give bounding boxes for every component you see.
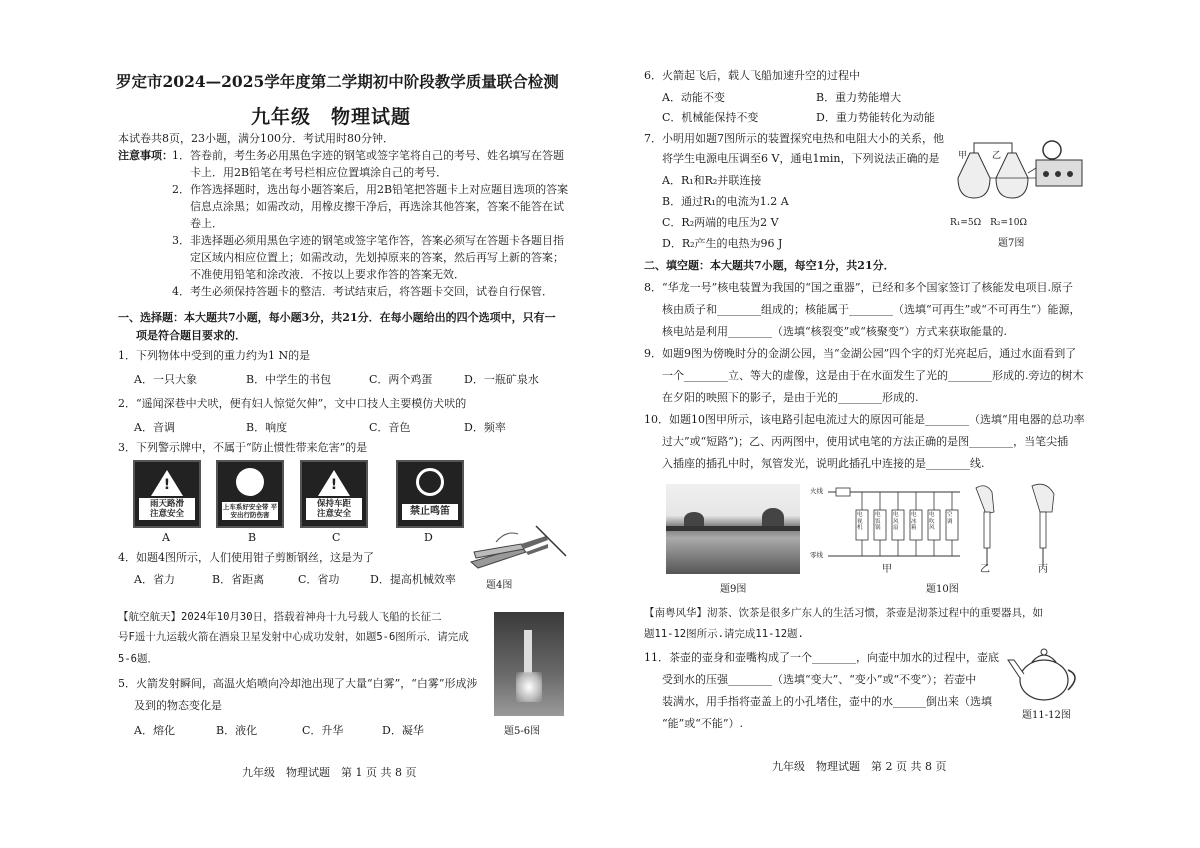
exclamation-icon: ! xyxy=(330,477,338,493)
appliance-label: 电冰箱 xyxy=(911,512,917,531)
warning-sign-b xyxy=(216,460,284,528)
figure-10-bing-label: 丙 xyxy=(1038,564,1048,575)
q2-option-b: B．响度 xyxy=(246,421,288,434)
q5-option-c: C．升华 xyxy=(302,724,344,737)
figure-10-jia-label: 甲 xyxy=(882,564,892,575)
live-wire-label: 火线 xyxy=(810,487,823,495)
test-pen-bing-figure xyxy=(1022,482,1066,568)
note-line: 信息点涂黑；如需改动，用橡皮擦干净后，再选涂其他答案，答案不能答在试 xyxy=(190,200,564,213)
teapot-figure xyxy=(1006,642,1086,706)
note-line: 不准使用铅笔和涂改液．不按以上要求作答的答案无效． xyxy=(190,268,465,281)
warning-sign-a xyxy=(133,460,201,528)
q1-option-d: D．一瓶矿泉水 xyxy=(464,373,539,386)
note-line: 卷上． xyxy=(190,217,223,230)
q5-option-d: D．凝华 xyxy=(382,724,424,737)
question-7: 7．小明用如题7图所示的装置探究电热和电阻大小的关系，他 xyxy=(644,132,944,145)
notes-label: 注意事项： xyxy=(118,149,173,162)
figure-4-caption: 题4图 xyxy=(486,580,513,591)
section-fill-heading: 二、填空题：本大题共7小题，每空1分，共21分． xyxy=(644,259,895,272)
question-10-cont: 过大”或“短路”)；乙、丙两图中，使用试电笔的方法正确的是图________，当笔尖插 xyxy=(662,435,1069,448)
exclamation-icon: ! xyxy=(163,477,171,493)
question-8-cont: 核由质子和________组成的；核能属于________（选填“可再生”或“不可再生”）能源， xyxy=(662,303,1081,316)
rocket-launch-photo xyxy=(494,612,564,716)
sign-a-letter: A xyxy=(162,531,170,544)
section-choice-heading: 一、选择题：本大题共7小题，每小题3分，共21分．在每小题给出的四个选项中，只有一 xyxy=(118,311,556,324)
figure-7-yi-label: 乙 xyxy=(992,151,1002,161)
q4-option-d: D．提高机械效率 xyxy=(370,573,456,586)
section-choice-heading-cont: 项是符合题目要求的． xyxy=(136,329,246,342)
test-pen-yi-figure xyxy=(968,482,1006,568)
figure-11-12-caption: 题11-12图 xyxy=(1022,710,1071,721)
no-horn-icon xyxy=(416,468,444,496)
question-8: 8．“华龙一号”核电装置为我国的“国之重器”，已经和多个国家签订了核能发电项目.原子 xyxy=(644,281,1073,294)
exam-page-2 xyxy=(630,30,1105,830)
q4-option-c: C．省功 xyxy=(298,573,340,586)
park-photo xyxy=(666,484,800,574)
space-intro-line: 5-6题． xyxy=(118,653,158,665)
sign-a-text: 雨天路滑 注意安全 xyxy=(139,498,195,520)
tea-intro-line: 【南粤风华】沏茶、饮茶是很多广东人的生活习惯，茶壶是沏茶过程中的重要器具，如 xyxy=(644,607,1043,619)
page-2-footer: 九年级 物理试题 第 2 页 共 8 页 xyxy=(772,760,947,773)
note-line: 3．非选择题必须用黑色字迹的钢笔或签字笔作答，答案必须写在答题卡各题目指 xyxy=(172,234,564,247)
q7-option-d: D．R₂产生的电热为96 J xyxy=(662,237,783,250)
q5-option-b: B．液化 xyxy=(216,724,258,737)
appliance-label: 电饭锅 xyxy=(875,512,881,531)
figure-5-6-caption: 题5-6图 xyxy=(504,726,541,737)
exam-page-1 xyxy=(66,30,586,830)
question-4: 4．如题4图所示，人们使用钳子剪断钢丝，这是为了 xyxy=(118,551,374,564)
question-9-cont: 一个________立、等大的虚像，这是由于在水面发生了光的________形成的.旁边的树木 xyxy=(662,369,1084,382)
question-11-cont: 受到水的压强________（选填“变大”、“变小”或“不变”）；若壶中 xyxy=(662,673,977,686)
q1-option-b: B．中学生的书包 xyxy=(246,373,332,386)
q6-option-c: C．机械能保持不变 xyxy=(662,111,759,124)
sign-b-letter: B xyxy=(248,531,257,544)
note-line: 卡上．用2B铅笔在考号栏相应位置填涂自己的考号． xyxy=(190,166,448,179)
q2-option-c: C．音色 xyxy=(369,421,411,434)
question-6: 6．火箭起飞后，载人飞船加速升空的过程中 xyxy=(644,69,860,82)
sign-c-letter: C xyxy=(332,531,341,544)
question-9-cont: 在夕阳的映照下的影子，是由于光的________形成的. xyxy=(662,391,919,404)
exam-subtitle: 九年级 物理试题 xyxy=(251,106,412,128)
q4-option-a: A．省力 xyxy=(134,573,175,586)
exam-title: 罗定市2024—2025学年度第二学期初中阶段教学质量联合检测 xyxy=(116,72,559,91)
appliance-label: 空调 xyxy=(947,512,953,525)
figure-7-resistance-label: R₁=5Ω R₂=10Ω xyxy=(950,218,1027,228)
figure-7-jia-label: 甲 xyxy=(958,151,968,161)
q1-option-a: A．一只大象 xyxy=(134,373,197,386)
note-line: 4．考生必须保持答题卡的整洁．考试结束后，将答题卡交回，试卷自行保管． xyxy=(172,285,553,298)
warning-sign-d xyxy=(396,460,464,528)
figure-10-caption: 题10图 xyxy=(926,584,959,595)
exam-intro: 本试卷共8页，23小题，满分100分．考试用时80分钟． xyxy=(118,132,394,145)
sign-d-letter: D xyxy=(424,531,433,544)
question-5: 5．火箭发射瞬间，高温火焰喷向冷却池出现了大量“白雾”，“白雾”形成涉 xyxy=(118,677,478,690)
q6-option-d: D．重力势能转化为动能 xyxy=(816,111,935,124)
question-2: 2．“遥闻深巷中犬吠，便有妇人惊觉欠伸”，文中口技人主要模仿犬吠的 xyxy=(118,397,467,410)
question-5-cont: 及到的物态变化是 xyxy=(134,699,222,712)
q1-option-c: C．两个鸡蛋 xyxy=(369,373,433,386)
note-line: 定区域内相应位置上；如需改动，先划掉原来的答案，然后再写上新的答案； xyxy=(190,251,564,264)
seatbelt-icon xyxy=(236,468,264,496)
q7-option-a: A．R₁和R₂并联连接 xyxy=(662,174,762,187)
q6-option-a: A．动能不变 xyxy=(662,91,725,104)
appliance-label: 电吹风 xyxy=(929,512,935,531)
question-10-cont: 入插座的插孔中时，氖管发光，说明此插孔中连接的是________线. xyxy=(662,457,985,470)
question-11-cont: 装满水，用手指将壶盖上的小孔堵住，壶中的水______倒出来（选填 xyxy=(662,695,992,708)
q2-option-a: A．音调 xyxy=(134,421,175,434)
appliance-label: 电风扇 xyxy=(893,512,899,531)
page-1-footer: 九年级 物理试题 第 1 页 共 8 页 xyxy=(242,766,417,779)
question-3: 3．下列警示牌中，不属于“防止惯性带来危害”的是 xyxy=(118,441,368,454)
figure-10-yi-label: 乙 xyxy=(980,564,990,575)
sign-d-text: 禁止鸣笛 xyxy=(402,504,458,520)
question-8-cont: 核电站是利用________（选填“核裂变”或“核聚变”）方式来获取能量的. xyxy=(662,325,1007,338)
space-intro-line: 【航空航天】2024年10月30日，搭载着神舟十九号载人飞船的长征二 xyxy=(118,611,442,623)
household-circuit-figure xyxy=(808,484,964,570)
neutral-wire-label: 零线 xyxy=(810,551,823,559)
tea-intro-line: 题11-12图所示.请完成11-12题. xyxy=(644,628,804,640)
q6-option-b: B．重力势能增大 xyxy=(816,91,902,104)
note-line: 1．答卷前，考生务必用黑色字迹的钢笔或签字笔将自己的考号、姓名填写在答题 xyxy=(172,149,564,162)
q7-option-b: B．通过R₁的电流为1.2 A xyxy=(662,195,789,208)
question-11-cont: “能”或“不能”）. xyxy=(662,717,743,730)
figure-7-caption: 题7图 xyxy=(998,238,1025,249)
question-11: 11．茶壶的壶身和壶嘴构成了一个________，向壶中加水的过程中，壶底 xyxy=(644,651,999,664)
figure-9-caption: 题9图 xyxy=(720,584,747,595)
sign-c-text: 保持车距 注意安全 xyxy=(306,498,362,520)
appliance-label: 电视机 xyxy=(857,512,863,531)
question-9: 9．如题9图为傍晚时分的金湖公园，当“金湖公园”四个字的灯光亮起后，通过水面看到了 xyxy=(644,347,1077,360)
q4-option-b: B．省距离 xyxy=(212,573,265,586)
question-1: 1．下列物体中受到的重力约为1 N的是 xyxy=(118,349,311,362)
q5-option-a: A．熔化 xyxy=(134,724,175,737)
q7-option-c: C．R₂两端的电压为2 V xyxy=(662,216,779,229)
warning-sign-c xyxy=(300,460,368,528)
pliers-figure xyxy=(466,522,576,570)
sign-b-text: 上车系好安全带 平安出行防伤害 xyxy=(222,503,278,519)
question-7-cont: 将学生电源电压调至6 V，通电1min，下列说法正确的是 xyxy=(662,152,940,165)
note-line: 2．作答选择题时，选出每小题答案后，用2B铅笔把答题卡上对应题目选项的答案 xyxy=(172,183,569,196)
question-10: 10．如题10图甲所示，该电路引起电流过大的原因可能是________（选填“用电器的总功率 xyxy=(644,413,1085,426)
q2-option-d: D．频率 xyxy=(464,421,506,434)
space-intro-line: 号F遥十九运载火箭在酒泉卫星发射中心成功发射，如题5-6图所示．请完成 xyxy=(118,631,469,643)
